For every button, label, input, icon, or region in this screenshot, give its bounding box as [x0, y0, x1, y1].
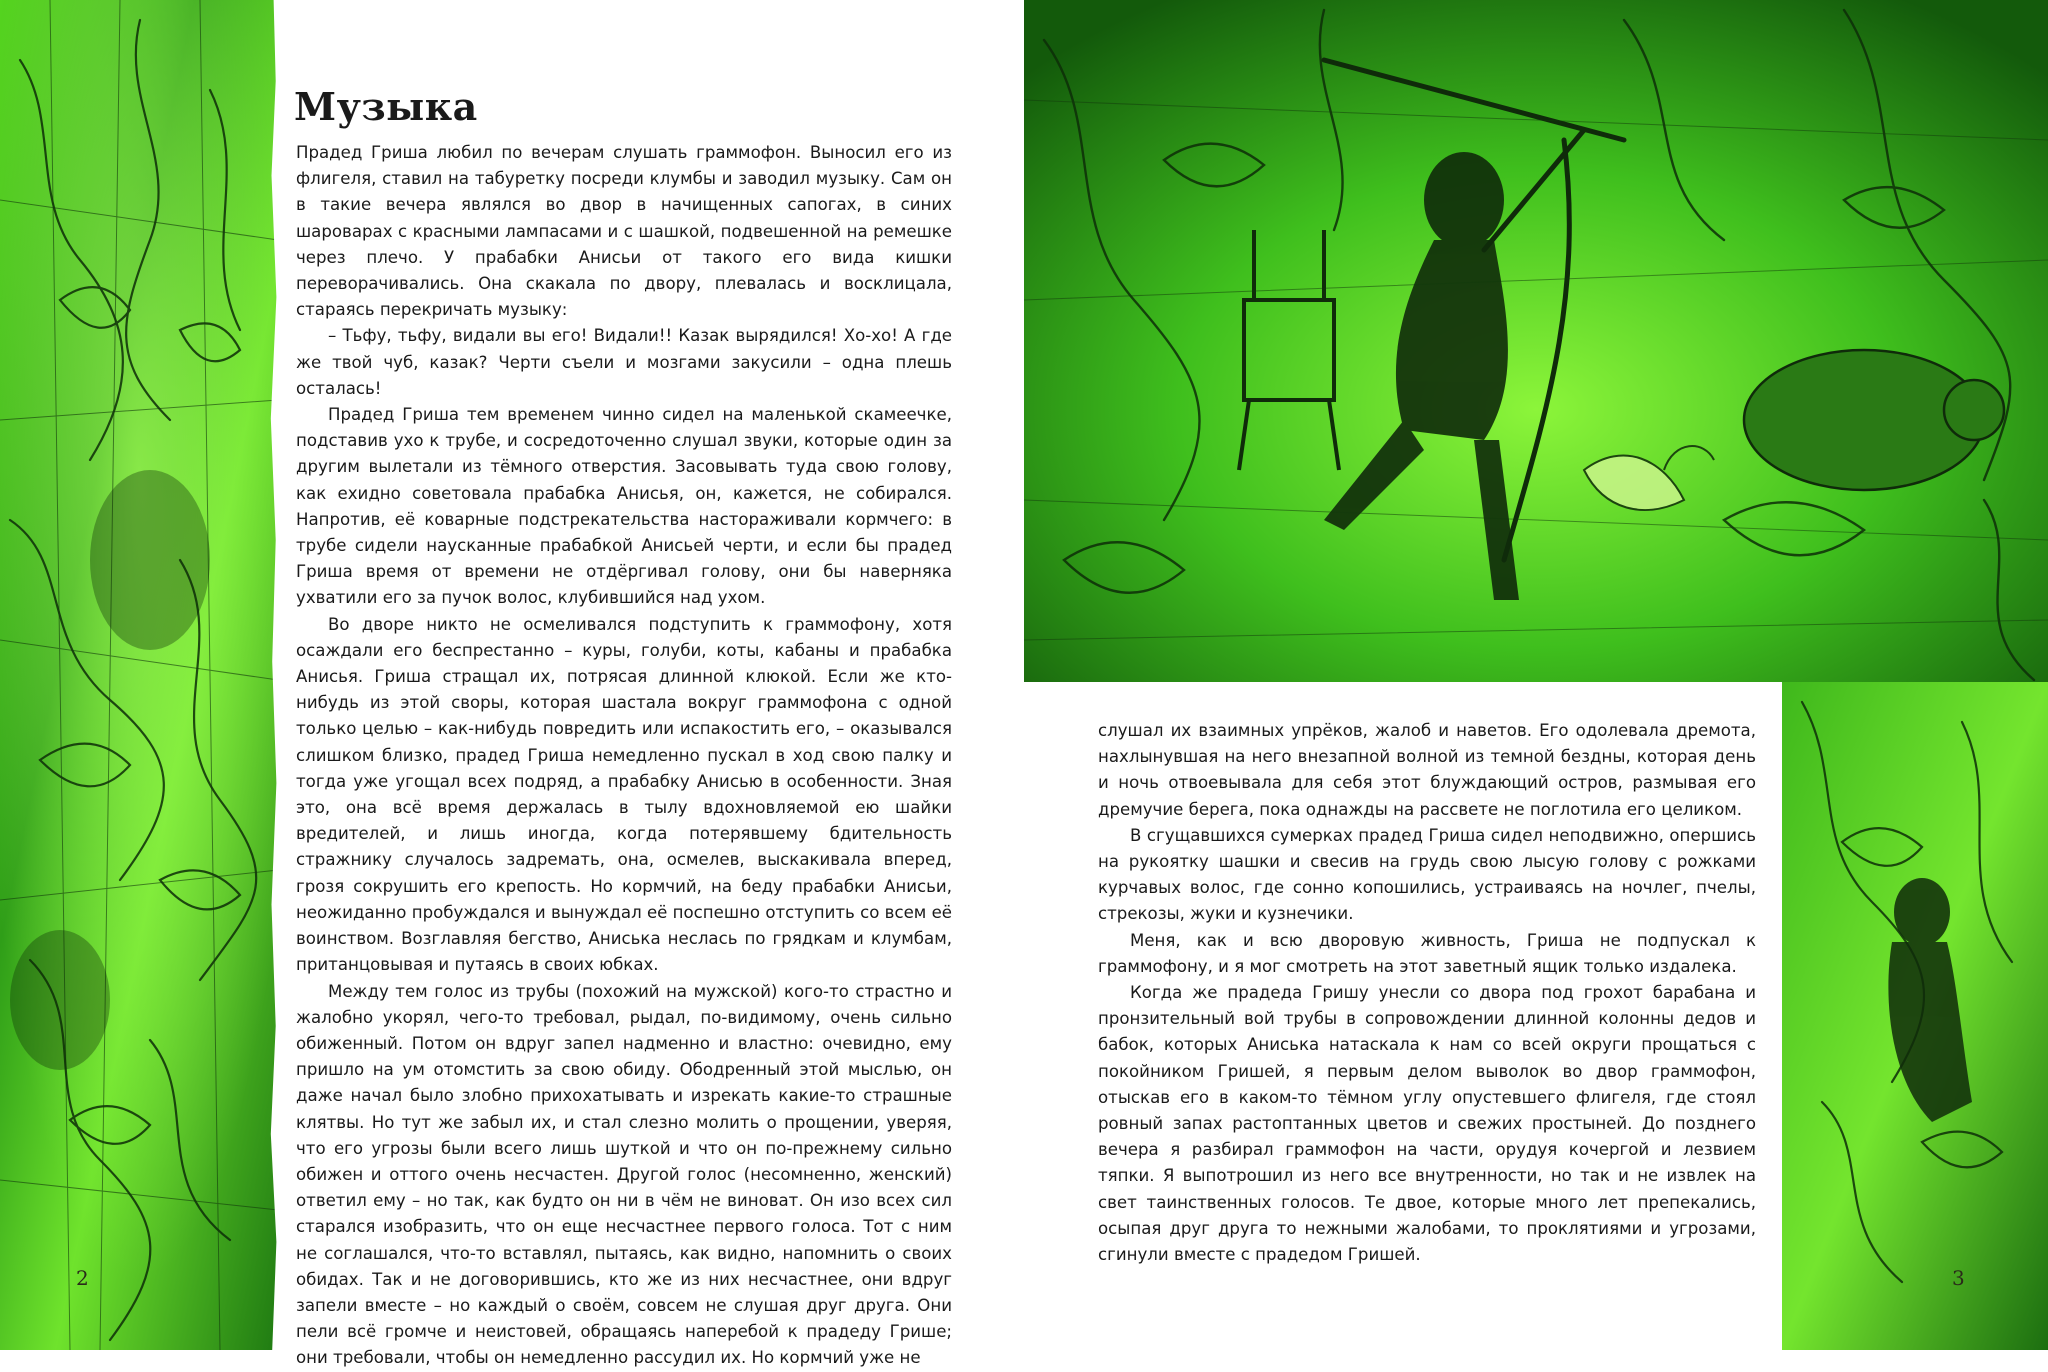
paragraph: Прадед Гриша любил по вечерам слушать граммофон. Выносил его из флигеля, ставил на табуретку посреди клумбы и заводил музыку. Сам он в такие вечера являлся во двор в начищенных сапогах, в синих шароварах с красными лампасами и с шашкой, подвешенной на ремешке через плечо. У прабабки Анисьи от такого его вида кишки переворачивались. Она скакала по двору, плевалась и восклицала, стараясь перекричать музыку:: [296, 143, 952, 320]
paragraph: – Тьфу, тьфу, видали вы его! Видали!! Казак вырядился! Хо-хо! А где же твой чуб, казак? Черти съели и мозгами закусили – одна плешь осталась!: [296, 326, 952, 398]
right-side-illustration: [1782, 682, 2048, 1350]
left-green-illustration: [0, 0, 278, 1350]
foliage-illustration-right: [1782, 682, 2048, 1350]
paragraph: Во дворе никто не осмеливался подступить к граммофону, хотя осаждали его беспрестанно – куры, голуби, коты, кабаны и прабабка Анисья. Гриша стращал их, потрясая длинной клюкой. Если же кто-нибудь из этой своры, которая шастала вокруг граммофона с одной только целью – как-нибудь повредить или испакостить его, – оказывался слишком близко, прадед Гриша немедленно пускал в ход свою палку и тогда уже угощал всех подряд, а прабабку Анисью в особенности. Зная это, она всё время держалась в тылу вдохновляемой ею шайки вредителей, и лишь иногда, когда потерявшему бдительность стражнику случалось задремать, она, осмелев, выскакивала вперед, грозя сокрушить его крепость. Но кормчий, на беду прабабки Анисьи, неожиданно пробуждался и вынуждал её поспешно отступить со всем её воинством. Возглавляя бегство, Аниська неслась по грядкам и клумбам, пританцовывая и путаясь в своих юбках.: [296, 614, 952, 975]
paragraph: В сгущавшихся сумерках прадед Гриша сидел неподвижно, опершись на рукоятку шашки и свесив на грудь свою лысую голову с рожками курчавых волос, где сонно копошились, устраиваясь на ночлег, пчелы, стрекозы, жуки и кузнечики.: [1098, 825, 1756, 924]
page-number-left: 2: [76, 1266, 89, 1290]
forest-scene-illustration-icon: [1024, 0, 2048, 682]
left-text-column: [296, 140, 952, 1372]
paragraph: Меня, как и всю дворовую живность, Гриша не подпускал к граммофону, и я мог смотреть на этот заветный ящик только издалека.: [1098, 930, 1756, 976]
paragraph: Между тем голос из трубы (похожий на мужской) кого-то страстно и жалобно укорял, чего-то требовал, рыдал, по-видимому, очень сильно обиженный. Потом он вдруг запел надменно и властно: очевидно, ему пришло на ум отомстить за свою обиду. Ободренный этой мыслью, он даже начал было злобно прихохатывать и изрекать какие-то страшные клятвы. Но тут же забыл их, и стал слезно молить о прощении, уверяя, что его угрозы были всего лишь шуткой и что он по-прежнему сильно обижен и оттого очень несчастен. Другой голос (несомненно, женский) ответил ему – но так, как будто он ни в чём не виноват. Он изо всех сил старался изобразить, что он еще несчастнее первого голоса. Тот с ним не соглашался, что-то вставлял, пытаясь, как видно, напомнить о своих обидах. Так и не договорившись, кто же из них несчастнее, они вдруг запели вместе – но каждый о своём, совсем не слушая друг друга. Они пели всё громче и неистовей, обращаясь наперебой к прадеду Грише; они требовали, чтобы он немедленно рассудил их. Но кормчий уже не: [296, 981, 952, 1368]
paragraph: Когда же прадеда Гришу унесли со двора под грохот барабана и пронзительный вой трубы в сопровождении длинной колонны дедов и бабок, которых Аниська натаскала к нам со всей округи прощаться с покойником Гришей, я первым делом выволок во двор граммофон, отыскав его в каком-то тёмном углу опустевшего флигеля, где стоял ровный запах растоптанных цветов и свежих простыней. До позднего вечера я разбирал граммофон на части, орудуя кочергой и лезвием тяпки. Я выпотрошил из него все внутренности, но так и не извлек на свет таинственных голосов. Те двое, которые много лет препекались, осыпая друг друга то нежными жалобами, то проклятиями и угрозами, сгинули вместе с прадедом Гришей.: [1098, 983, 1756, 1265]
right-text-column: [1098, 718, 1756, 1268]
foliage-illustration-left: [0, 0, 278, 1350]
chapter-title: Музыка: [294, 84, 478, 129]
paragraph: Прадед Гриша тем временем чинно сидел на маленькой скамеечке, подставив ухо к трубе, и сосредоточенно слушал звуки, которые один за другим вылетали из тёмного отверстия. Засовывать туда свою голову, как ехидно советовала прабабка Анисья, он, кажется, не собирался. Напротив, её коварные подстрекательства настораживали кормчего: в трубе сидели наусканные прабабкой Анисьей черти, и если бы прадед Гриша время от времени не отдёргивал голову, они бы наверняка ухватили его за пучок волос, клубившийся над ухом.: [296, 405, 952, 608]
right-top-illustration: [1024, 0, 2048, 682]
page-number-right: 3: [1952, 1266, 1965, 1290]
paragraph: слушал их взаимных упрёков, жалоб и наветов. Его одолевала дремота, нахлынувшая на него внезапной волной из темной бездны, которая день и ночь отвоевывала для себя этот блуждающий остров, размывая его дремучие берега, пока однажды на рассвете не поглотила его целиком.: [1098, 721, 1756, 819]
